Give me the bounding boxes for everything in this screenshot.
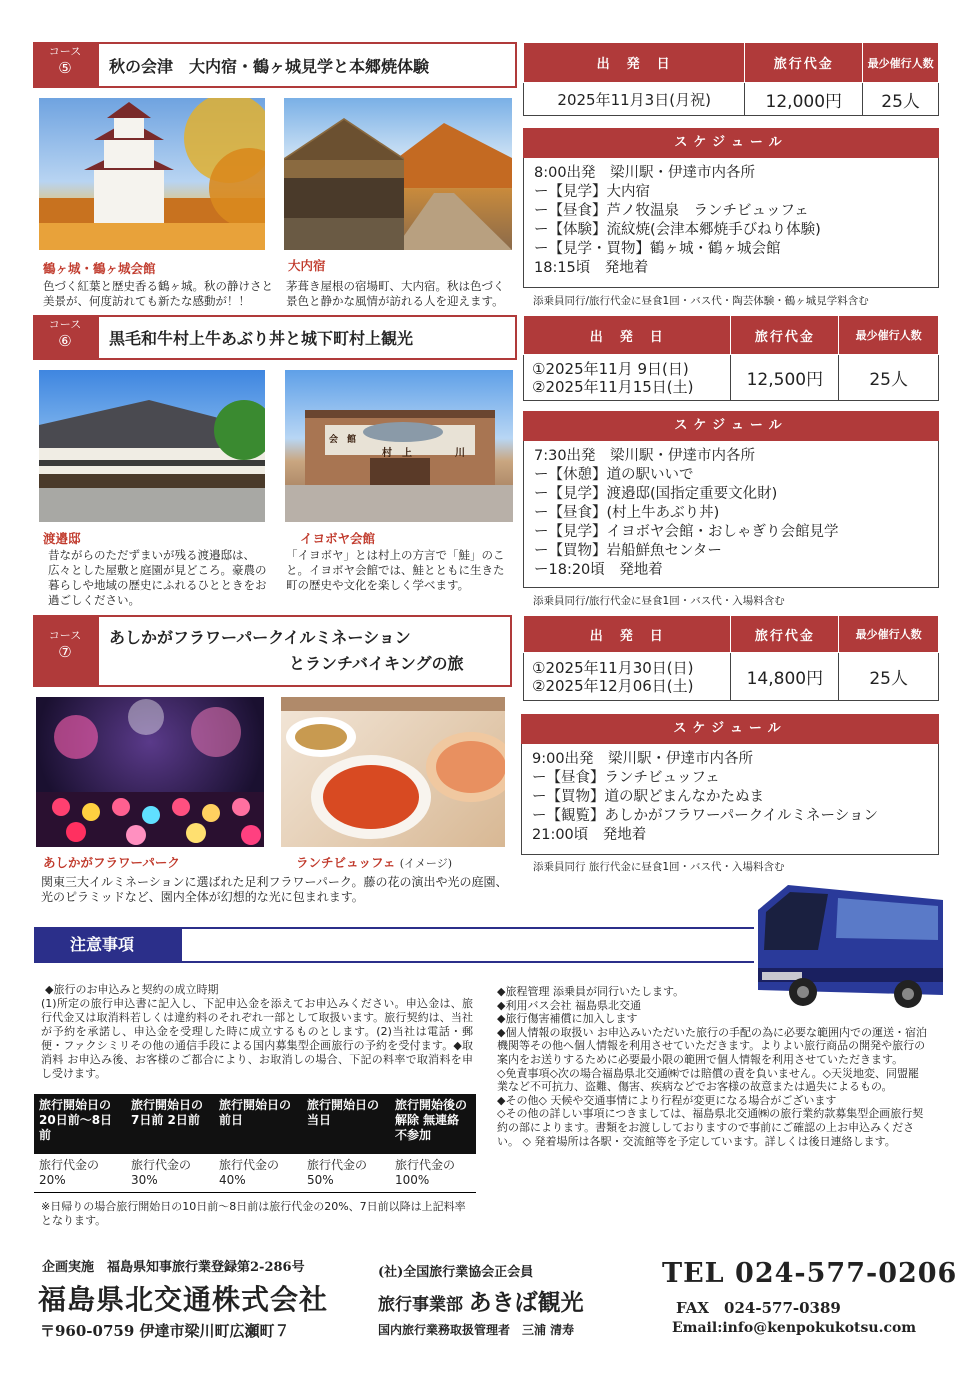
notice-left-text: (1)所定の旅行申込書に記入し、下記申込金を添えてお申込みください。申込金は、旅行代金又は取消料若しくは違約料のそれぞれ一部として取扱います。旅行契約は、当社が予約を承諾し、申込金を受理した時に成立するものとします。(2)当社は電話・郵便・ファクシミリその他の通信手段による国内募集型企画旅行の予約を受付ます。◆取消料 お申込み後、お客様のご都合により、お取消しの場合、下記の料率で取消料を申し受けます。 (41, 997, 473, 1080)
course-title: 秋の会津 大内宿・鶴ヶ城見学と本郷焼体験 (97, 42, 517, 88)
notice-item: ◇免責事項◇次の場合福島県北交通㈱では賠償の責を負いません。◇天災地変、同盟罷業など不可抗力、盗難、傷害、疾病などでお客様の故意または過失によるもの。 (497, 1066, 920, 1094)
cancel-value: 旅行代金の30% (126, 1154, 214, 1193)
flower-park-photo (36, 697, 264, 847)
company-name: 福島県北交通株式会社 (38, 1283, 329, 1316)
notice-title: 注意事項 (34, 927, 182, 963)
schedule-item: ー【買物】道の駅どまんなかたぬま (532, 789, 764, 805)
min-header: 最少催行人数 (863, 43, 939, 83)
cancel-header: 旅行開始後の解除 無連絡不参加 (390, 1094, 476, 1154)
email-link[interactable]: Email:info@kenpokukotsu.com (672, 1320, 917, 1336)
castle-photo (39, 98, 265, 250)
price-header: 旅行代金 (731, 316, 839, 355)
schedule-item: ー【昼食】(村上牛あぶり丼) (534, 505, 720, 521)
schedule-box (523, 158, 939, 288)
schedule-item: ー【昼食】芦ノ牧温泉 ランチビュッフェ (534, 203, 809, 219)
sign-text: 川 (455, 448, 465, 459)
schedule-item: ー【昼食】ランチビュッフェ (532, 770, 720, 786)
photo-caption-text: ランチビュッフェ (296, 855, 396, 870)
departure-date: ①2025年11月30日(日) (532, 658, 694, 677)
notice-right (497, 985, 927, 1148)
course-number: ⑥ (58, 332, 72, 350)
schedule-item: 7:30出発 梁川駅・伊達市内各所 (534, 448, 756, 464)
notice-left-footnote: ※日帰りの場合旅行開始日の10日前～8日前は旅行代金の20%、7日前以降は上記料率となります。 (41, 1200, 466, 1227)
schedule-item: ー【見学】イヨボヤ会館・おしゃぎり会館見学 (534, 524, 839, 540)
photo-description: 色づく紅葉と歴史香る鶴ヶ城。秋の静けさと美景が、何度訪れても新たな感動が！！ (43, 279, 273, 308)
schedule-box (521, 744, 939, 855)
watanabe-house-photo (39, 370, 265, 522)
telephone[interactable]: TEL 024-577-0206 (662, 1258, 958, 1289)
cancel-header: 旅行開始日の20日前～8日前 (34, 1094, 126, 1154)
notice-item: ◆個人情報の取扱い お申込みいただいた旅行の手配の為に必要な範囲内での運送・宿泊機関等その他へ個人情報を利用させていただきます。よりよい旅行商品の開発や旅行の案内をお送りするために必要最小限の範囲で個人情報を利用させていただきます。 (497, 1025, 927, 1066)
course-label: コース (48, 629, 82, 642)
buffet-photo (281, 697, 505, 847)
sign-text: 村 上 (382, 448, 412, 459)
price-value: 12,000円 (745, 83, 863, 116)
course-number: ⑦ (58, 643, 72, 661)
iyoboya-hall-photo (285, 370, 513, 522)
schedule-item: ー18:20頃 発地着 (534, 562, 663, 578)
ouchijuku-photo (284, 98, 512, 250)
date-header: 出 発 日 (524, 43, 745, 83)
min-header: 最少催行人数 (839, 616, 939, 653)
course-label: コース (48, 45, 82, 58)
photo-description: 「イヨボヤ」とは村上の方言で「鮭」のこと。イヨボヤ会館では、鮭とともに生きた町の歴史や文化を楽しく学べます。 (286, 548, 505, 592)
schedule-item: ー【見学・買物】鶴ヶ城・鶴ヶ城会館 (534, 241, 781, 257)
notice-left-heading: ◆旅行のお申込みと契約の成立時期 (45, 983, 219, 996)
departure-table (523, 42, 939, 116)
course-note: 添乗員同行/旅行代金に昼食1回・バス代・入場料含む (533, 595, 785, 607)
course-badge (33, 42, 97, 88)
course-number: ⑤ (58, 59, 72, 77)
schedule-item: 18:15頃 発地着 (534, 260, 649, 276)
notice-item: ◆旅程管理 添乗員が同行いたします。 (497, 985, 685, 998)
departure-table (523, 315, 939, 401)
departure-date: ②2025年12月06日(土) (532, 676, 694, 695)
cancel-header: 旅行開始日の7日前 2日前 (126, 1094, 214, 1154)
travel-department (378, 1284, 584, 1317)
date-header: 出 発 日 (524, 616, 731, 653)
fax: FAX 024-577-0389 (676, 1299, 841, 1317)
schedule-header: スケジュール (521, 714, 939, 744)
price-value: 14,800円 (731, 653, 839, 701)
photo-caption: あしかがフラワーパーク (43, 855, 180, 870)
course-title (97, 615, 512, 687)
departure-date: ②2025年11月15日(土) (532, 377, 694, 396)
course-description: 関東三大イルミネーションに選ばれた足利フラワーパーク。藤の花の演出や光の庭園、光のピラミッドなど、園内全体が幻想的な光に包まれます。 (41, 875, 508, 904)
cancel-value: 旅行代金の50% (302, 1154, 390, 1193)
association-member: (社)全国旅行業協会正会員 (378, 1265, 534, 1280)
course-note: 添乗員同行/旅行代金に昼食1回・バス代・陶芸体験・鶴ヶ城見学料含む (533, 295, 869, 307)
schedule-item: ー【見学】渡邉邸(国指定重要文化財) (534, 486, 778, 502)
course-note: 添乗員同行 旅行代金に昼食1回・バス代・入場料含む (533, 861, 785, 873)
min-value: 25人 (839, 653, 939, 701)
photo-description: 昔ながらのただずまいが残る渡邉邸は、広々とした屋敷と庭園が見どころ。豪農の暮らしや地域の歴史にふれるひとときをお過ごしください。 (48, 548, 267, 607)
schedule-item: ー【見学】大内宿 (534, 184, 650, 200)
notice-item: ◆旅行傷害補償に加入します (497, 1012, 638, 1026)
notice-item: ◆その他◇ 天候や交通事情により行程が変更になる場合がございます (497, 1093, 837, 1107)
schedule-item: ー【観覧】あしかがフラワーパークイルミネーション (532, 808, 878, 824)
schedule-item: 9:00出発 梁川駅・伊達市内各所 (532, 751, 754, 767)
course-label: コース (48, 318, 82, 331)
date-header: 出 発 日 (524, 316, 731, 355)
notice-item: ◆利用バス会社 福島県北交通 (497, 998, 641, 1012)
notice-item: ◇その他の詳しい事項につきましては、福島県北交通㈱の旅行業約款募集型企画旅行契約の部によります。書類をお渡ししておりますので事前にご確認の上お申込みください。 ◇ 発着場所は各駅・交流館等を予定しています。詳しくは後日連絡します。 (497, 1107, 924, 1148)
schedule-item: ー【体験】流紋焼(会津本郷焼手びねり体験) (534, 222, 821, 238)
schedule-item: 21:00頃 発地着 (532, 827, 647, 843)
photo-caption: 大内宿 (288, 258, 326, 273)
course-badge (33, 615, 97, 687)
price-header: 旅行代金 (745, 43, 863, 83)
photo-caption (296, 853, 452, 871)
schedule-item: ー【休憩】道の駅いいで (534, 467, 694, 483)
departure-date: 2025年11月3日(月祝) (524, 83, 745, 116)
travel-manager: 国内旅行業務取扱管理者 三浦 清寿 (378, 1323, 575, 1337)
schedule-header: スケジュール (523, 411, 939, 441)
cancel-value: 旅行代金の100% (390, 1154, 476, 1193)
schedule-item: ー【買物】岩船鮮魚センター (534, 543, 722, 559)
photo-caption-sub: (イメージ) (399, 857, 453, 870)
cancel-value: 旅行代金の40% (214, 1154, 302, 1193)
min-value: 25人 (863, 83, 939, 116)
company-address: 〒960-0759 伊達市梁川町広瀬町７ (40, 1322, 290, 1340)
course-title-line: とランチバイキングの旅 (289, 654, 464, 673)
course-badge (33, 315, 97, 360)
schedule-item: 8:00出発 梁川駅・伊達市内各所 (534, 165, 756, 181)
course-title: 黒毛和牛村上牛あぶり丼と城下町村上観光 (97, 315, 517, 360)
cancel-header: 旅行開始日の当日 (302, 1094, 390, 1154)
min-header: 最少催行人数 (839, 316, 939, 355)
photo-description: 茅葺き屋根の宿場町、大内宿。秋は色づく景色と静かな風情が訪れる人を迎えます。 (286, 279, 505, 308)
departure-table (523, 615, 939, 701)
photo-caption: イヨボヤ会館 (300, 531, 376, 546)
min-value: 25人 (839, 355, 939, 401)
schedule-box (523, 441, 939, 588)
planner-registration: 企画実施 福島県知事旅行業登録第2-286号 (42, 1260, 305, 1275)
departure-date: ①2025年11月 9日(日) (532, 359, 689, 378)
price-value: 12,500円 (731, 355, 839, 401)
department-label: 旅行事業部 (378, 1295, 463, 1315)
course-title-line: あしかがフラワーパークイルミネーション (109, 628, 411, 647)
price-header: 旅行代金 (731, 616, 839, 653)
cancellation-table (34, 1094, 476, 1193)
cancel-value: 旅行代金の20% (34, 1154, 126, 1193)
schedule-header: スケジュール (523, 128, 939, 158)
cancel-header: 旅行開始日の前日 (214, 1094, 302, 1154)
photo-caption: 鶴ヶ城・鶴ヶ城会館 (43, 261, 156, 276)
department-name: あきば観光 (468, 1289, 584, 1316)
sign-text: 会 館 (329, 435, 357, 445)
photo-caption: 渡邉邸 (43, 531, 81, 546)
